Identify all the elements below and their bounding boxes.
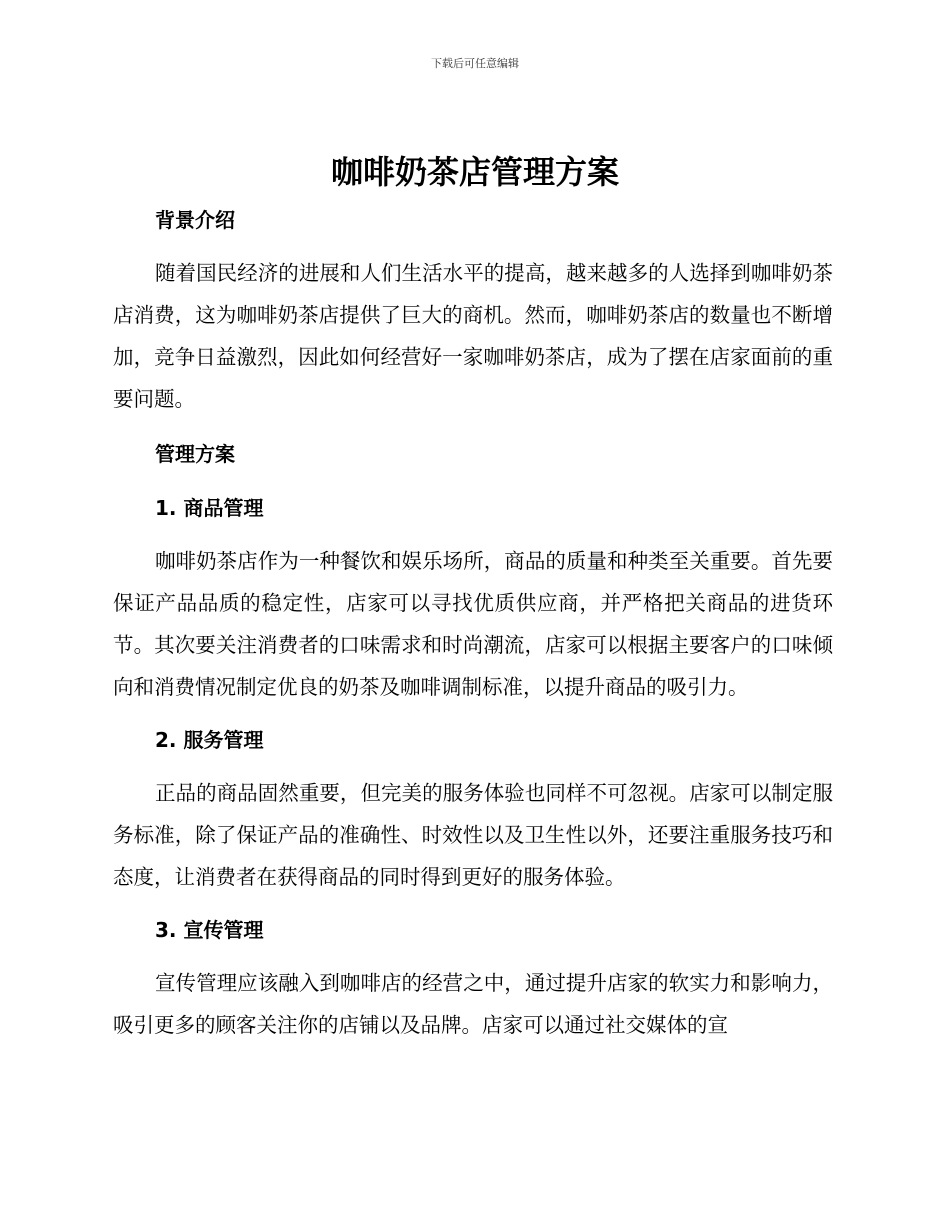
paragraph-service: 正品的商品固然重要，但完美的服务体验也同样不可忽视。店家可以制定服务标准，除了保证产品的准确性、时效性以及卫生性以外，还要注重服务技巧和态度，让消费者在获得商品的同时得到更好的服务体验。 (113, 781, 833, 889)
paragraph-promotion: 宣传管理应该融入到咖啡店的经营之中，通过提升店家的软实力和影响力，吸引更多的顾客关注你的店铺以及品牌。店家可以通过社交媒体的宣 (113, 971, 833, 1037)
document-body (113, 200, 833, 1046)
paragraph-product: 咖啡奶茶店作为一种餐饮和娱乐场所，商品的质量和种类至关重要。首先要保证产品品质的稳定性，店家可以寻找优质供应商，并严格把关商品的进货环节。其次要关注消费者的口味需求和时尚潮流，店家可以根据主要客户的口味倾向和消费情况制定优良的奶茶及咖啡调制标准，以提升商品的吸引力。 (113, 549, 833, 699)
document-title: 咖啡奶茶店管理方案 (330, 153, 619, 191)
section-heading-service: 2. 服务管理 (155, 728, 264, 752)
section-heading-background: 背景介绍 (155, 208, 235, 232)
section-heading-promotion: 3. 宣传管理 (155, 918, 264, 942)
paragraph-background: 随着国民经济的进展和人们生活水平的提高，越来越多的人选择到咖啡奶茶店消费，这为咖啡奶茶店提供了巨大的商机。然而，咖啡奶茶店的数量也不断增加，竞争日益激烈，因此如何经营好一家咖啡奶茶店，成为了摆在店家面前的重要问题。 (113, 261, 833, 411)
section-heading-product: 1. 商品管理 (155, 496, 264, 520)
section-heading-plan: 管理方案 (155, 442, 235, 466)
page-header: 下载后可任意编辑 (431, 57, 519, 70)
